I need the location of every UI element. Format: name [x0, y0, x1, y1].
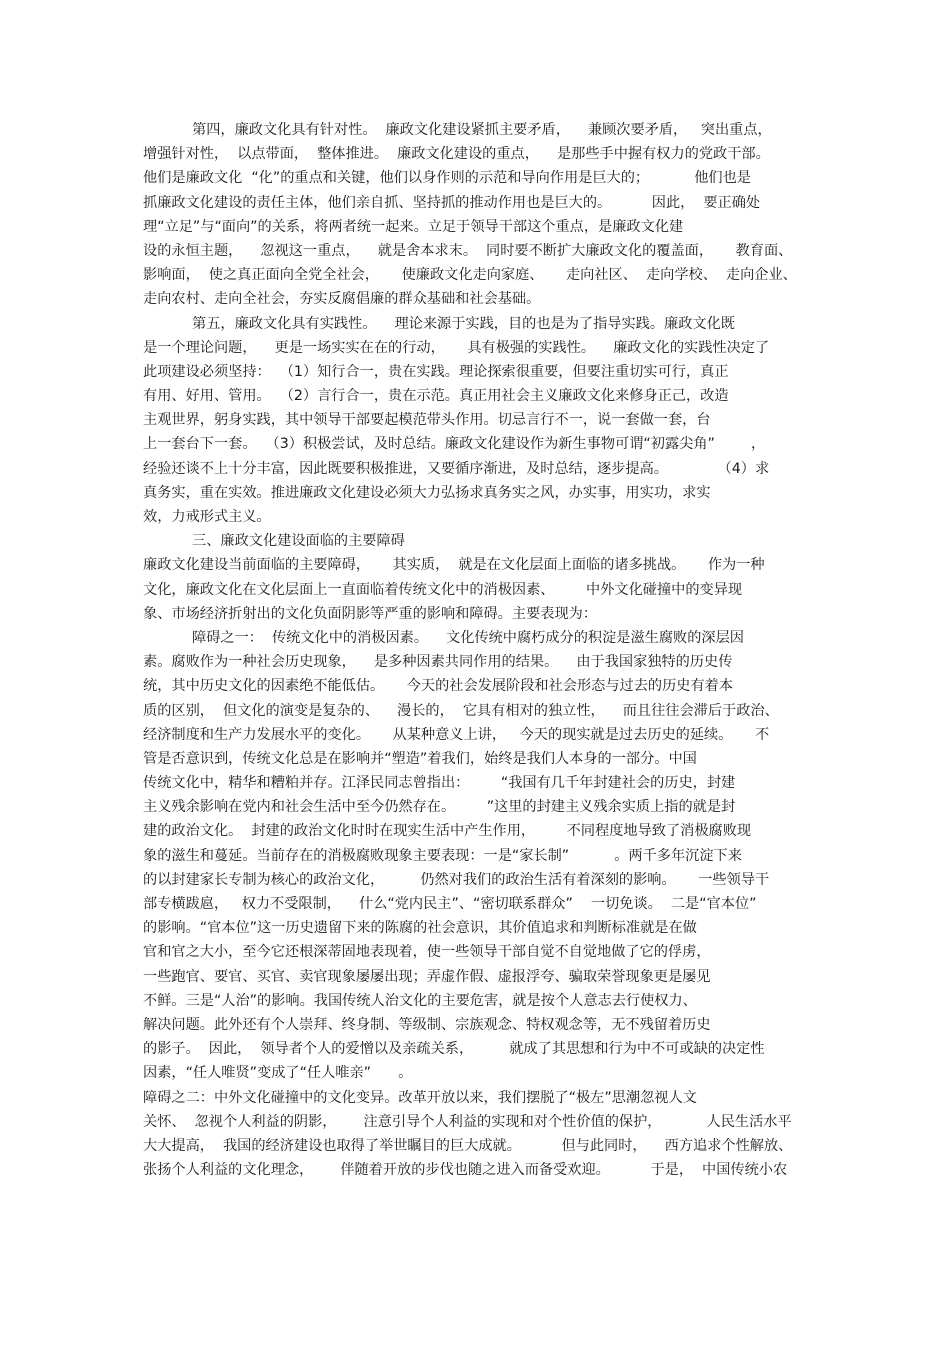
text-line: 的影响。“官本位”这一历史遗留下来的陈腐的社会意识，其价值追求和判断标准就是在做 [143, 920, 697, 937]
text-line: 因素，“任人唯贤”变成了“任人唯亲” 。 [143, 1065, 413, 1082]
text-line: 质的区别， 但文化的演变是复杂的、 漫长的， 它具有相对的独立性， 而且往往会滞后于政治、 [143, 702, 779, 719]
text-line: 经验还谈不上十分丰富，因此既要积极推进，又要循序渐进，及时总结，逐步提高。 （4）求 [143, 460, 770, 477]
document-body [143, 118, 808, 1182]
text-line: 一些跑官、要官、买官、卖官现象屡屡出现；弄虚作假、虚报浮夸、骗取荣誉现象更是屡见 [143, 968, 711, 985]
text-line: 文化，廉政文化在文化层面上一直面临着传统文化中的消极因素、 中外文化碰撞中的变异现 [143, 581, 743, 598]
text-line: 部专横跋扈， 权力不受限制， 什么“党内民主”、“密切联系群众” 一切免谈。 二是“官本位” [143, 896, 757, 912]
text-line: 设的永恒主题， 忽视这一重点， 就是舍本求末。 同时要不断扩大廉政文化的覆盖面， 教育面、 [143, 242, 793, 259]
text-line: 效，力戒形式主义。 [143, 509, 271, 525]
text-line: 此项建设必须坚持： （1）知行合一，贵在实践。理论探索很重要，但要注重切实可行，真正 [143, 363, 729, 380]
text-line: 管是否意识到，传统文化总是在影响并“塑造”着我们，始终是我们人本身的一部分。中国 [143, 750, 697, 767]
text-line: 的影子。 因此， 领导者个人的爱憎以及亲疏关系， 就成了其思想和行为中不可或缺的决定性 [143, 1041, 765, 1058]
text-line: 有用、好用、管用。 （2）言行合一，贵在示范。真正用社会主义廉政文化来修身正己，改造 [143, 388, 729, 405]
text-line: 统，其中历史文化的因素绝不能低估。 今天的社会发展阶段和社会形态与过去的历史有着本 [143, 678, 734, 695]
text-line: 传统文化中，精华和糟粕并存。江泽民同志曾指出： “我国有几千年封建社会的历史，封建 [143, 775, 736, 792]
text-line: 素。腐败作为一种社会历史现象， 是多种因素共同作用的结果。 由于我国家独特的历史传 [143, 654, 733, 671]
text-line: 象的滋生和蔓延。当前存在的消极腐败现象主要表现：一是“家长制” 。两千多年沉淀下来 [143, 847, 742, 864]
text-line: 解决问题。此外还有个人崇拜、终身制、等级制、宗族观念、特权观念等，无不残留着历史 [143, 1016, 711, 1033]
text-line: 真务实，重在实效。推进廉政文化建设必须大力弘扬求真务实之风，办实事，用实功，求实 [143, 484, 711, 501]
text-line: 三、廉政文化建设面临的主要障碍 [192, 533, 405, 550]
text-line: 走向农村、走向全社会，夯实反腐倡廉的群众基础和社会基础。 [143, 291, 541, 308]
text-line: 理“立足”与“面向”的关系，将两者统一起来。立足于领导干部这个重点，是廉政文化建 [143, 218, 684, 235]
text-line: 障碍之二：中外文化碰撞中的文化变异。改革开放以来，我们摆脱了“极左”思潮忽视人文 [143, 1089, 697, 1106]
text-line: 的以封建家长专制为核心的政治文化， 仍然对我们的政治生活有着深刻的影响。 一些领导干 [143, 871, 770, 888]
text-line: 他们是廉政文化 “化”的重点和关键，他们以身作则的示范和导向作用是巨大的； 他们也是 [143, 170, 751, 187]
text-line: 影响面， 使之真正面向全党全社会， 使廉政文化走向家庭、 走向社区、 走向学校、 走向企业、 [143, 267, 797, 284]
text-line: 大大提高， 我国的经济建设也取得了举世瞩目的巨大成就。 但与此同时， 西方追求个性解放、 [143, 1137, 793, 1154]
text-line: 主观世界，躬身实践，其中领导干部要起模范带头作用。切忌言行不一，说一套做一套，台 [143, 412, 711, 429]
text-line: 增强针对性， 以点带面， 整体推进。 廉政文化建设的重点， 是那些手中握有权力的党政干部。 [143, 146, 770, 163]
text-line: 第五，廉政文化具有实践性。 理论来源于实践，目的也是为了指导实践。廉政文化既 [192, 315, 735, 332]
text-line: 建的政治文化。 封建的政治文化时时在现实生活中产生作用， 不同程度地导致了消极腐败现 [143, 823, 752, 840]
text-line: 官和官之大小，至今它还根深蒂固地表现着，使一些领导干部自觉不自觉地做了它的俘虏， [143, 944, 711, 961]
text-line: 经济制度和生产力发展水平的变化。 从某种意义上讲， 今天的现实就是过去历史的延续。 不 [143, 726, 770, 743]
text-line: 关怀、 忽视个人利益的阴影， 注意引导个人利益的实现和对个性价值的保护， 人民生活水平 [143, 1113, 792, 1130]
text-line: 不鲜。三是“人治”的影响。我国传统人治文化的主要危害，就是按个人意志去行使权力、 [143, 992, 697, 1009]
text-line: 廉政文化建设当前面临的主要障碍， 其实质， 就是在文化层面上面临的诸多挑战。 作为一种 [143, 557, 765, 574]
text-line: 抓廉政文化建设的责任主体，他们亲自抓、坚持抓的推动作用也是巨大的。 因此， 要正确处 [143, 194, 761, 211]
text-line: 张扬个人利益的文化理念， 伴随着开放的步伐也随之进入而备受欢迎。 于是， 中国传统小农 [143, 1162, 788, 1179]
text-line: 主义残余影响在党内和社会生活中至今仍然存在。 ”这里的封建主义残余实质上指的就是封 [143, 799, 736, 816]
text-line: 是一个理论问题， 更是一场实实在在的行动， 具有极强的实践性。 廉政文化的实践性决定了 [143, 339, 770, 356]
text-line: 第四，廉政文化具有针对性。 廉政文化建设紧抓主要矛盾， 兼顾次要矛盾， 突出重点， [192, 122, 772, 138]
text-line: 上一套台下一套。 （3）积极尝试，及时总结。廉政文化建设作为新生事物可谓“初露尖角” ， [143, 436, 766, 453]
text-line: 障碍之一： 传统文化中的消极因素。 文化传统中腐朽成分的积淀是滋生腐败的深层因 [192, 629, 744, 646]
text-line: 象、市场经济折射出的文化负面阴影等严重的影响和障碍。主要表现为： [143, 605, 598, 622]
